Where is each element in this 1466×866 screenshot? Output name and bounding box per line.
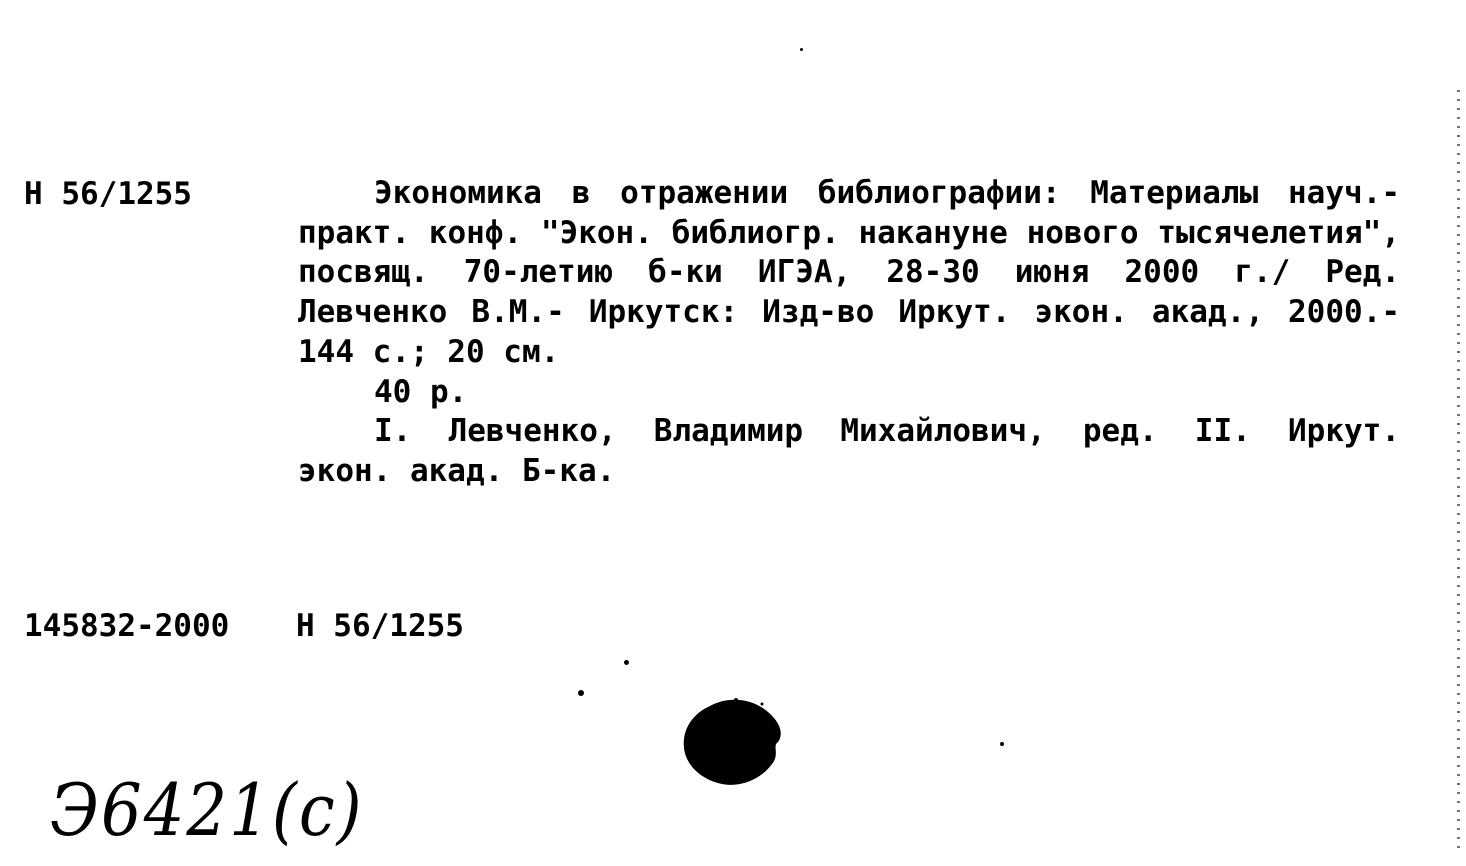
ink-blot-icon bbox=[680, 694, 786, 790]
accession-number: 145832-2000 bbox=[24, 608, 230, 644]
dust-speck bbox=[800, 48, 803, 51]
tracings: I. Левченко, Владимир Михайлович, ред. II. Иркут. экон. акад. Б-ка. bbox=[298, 413, 1400, 489]
footer-line bbox=[24, 606, 464, 646]
call-number: Н 56/1255 bbox=[24, 176, 192, 212]
bibliographic-entry bbox=[298, 174, 1400, 492]
bibliographic-description: Экономика в отражении библиографии: Материалы науч.- практ. конф. "Экон. библиогр. накануне нового тысячелетия", посвящ. 70-летию б-ки ИГЭА, 28-30 июня 2000 г./ Ред. Левченко В.М.- Иркутск: Изд-во Иркут. экон. акад., 2000.- 144 с.; 20 см. bbox=[298, 175, 1400, 370]
card-edge-mark bbox=[1457, 90, 1460, 850]
handwritten-note: Э6421(с) bbox=[50, 770, 364, 853]
footer-call-number: Н 56/1255 bbox=[295, 608, 464, 644]
dust-speck bbox=[624, 660, 629, 665]
price: 40 р. bbox=[374, 373, 468, 410]
dust-speck bbox=[578, 690, 584, 696]
dust-speck bbox=[1000, 742, 1004, 746]
